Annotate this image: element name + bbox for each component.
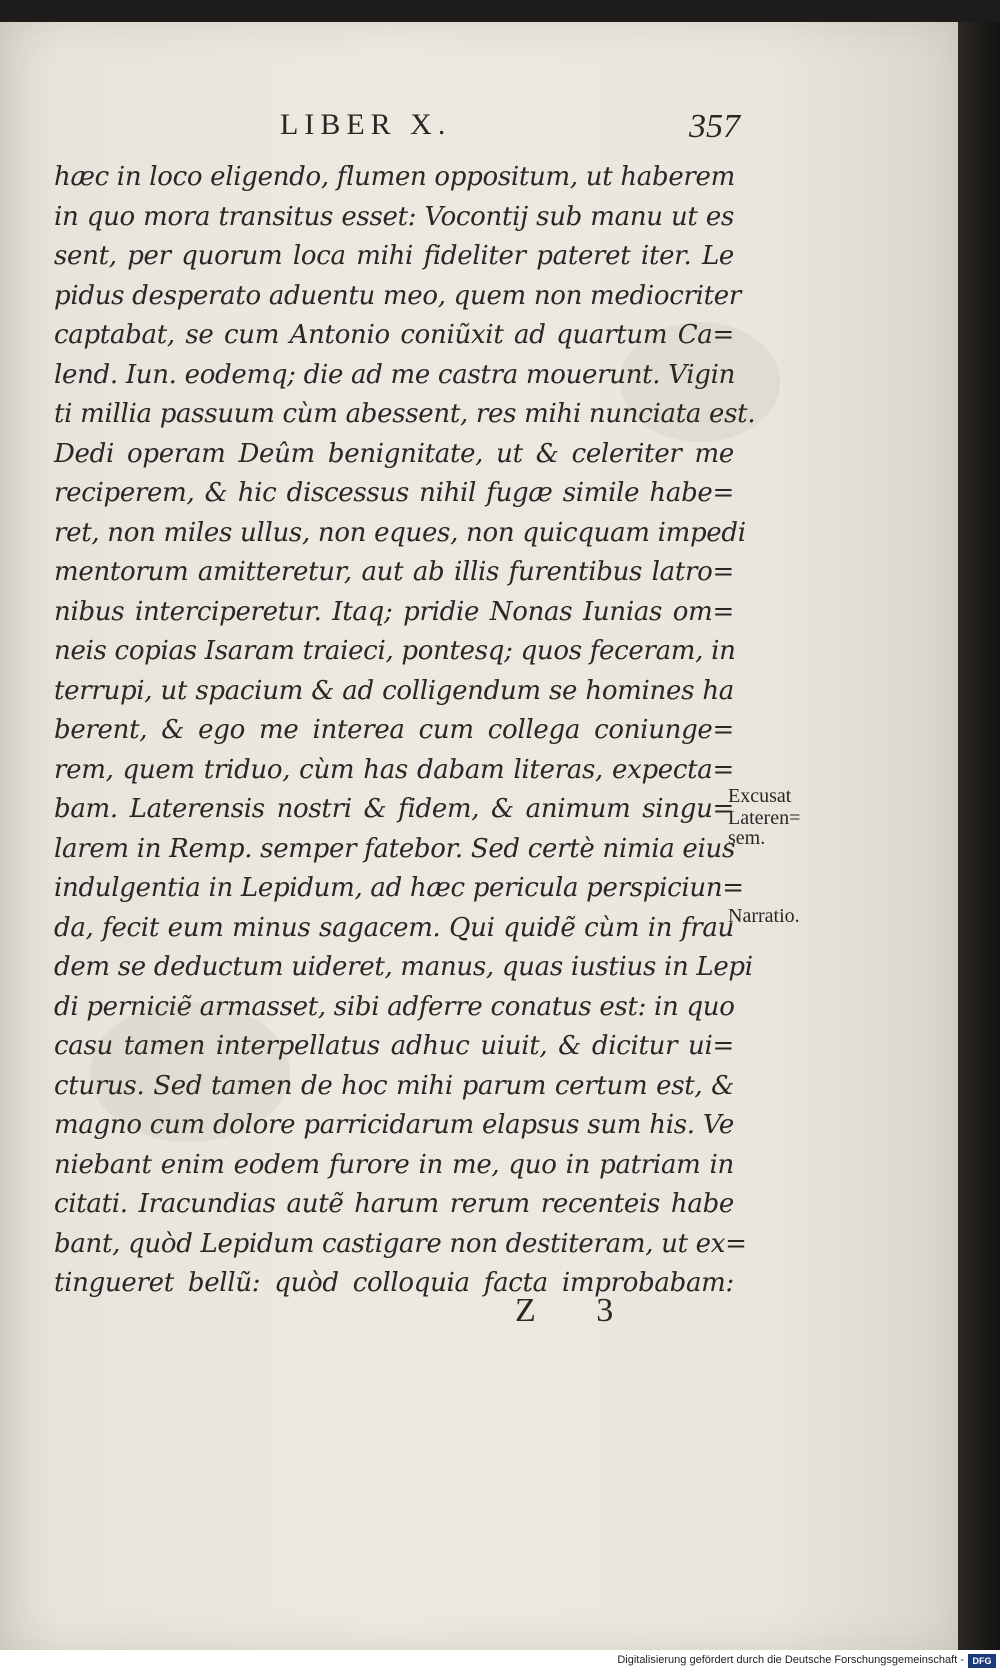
funding-credit: Digitalisierung gefördert durch die Deutsche Forschungsgemeinschaft - [617, 1654, 964, 1666]
text-line: nibus interciperetur. Itaq; pridie Nonas Iunias om= [54, 596, 734, 627]
dfg-logo: DFG [968, 1654, 996, 1668]
text-line: in quo mora transitus esset: Vocontij sub manu ut es [54, 201, 734, 232]
text-line: di perniciẽ armasset, sibi adferre conatus est: in quo [54, 991, 735, 1022]
text-line: niebant enim eodem furore in me, quo in patriam in [54, 1149, 734, 1180]
running-head-title: LIBER X. [280, 108, 452, 141]
text-line: citati. Iracundias autẽ harum rerum recenteis habe [54, 1189, 734, 1219]
text-line: rem, quem triduo, cùm has dabam literas, expecta= [54, 754, 734, 785]
page-gutter [958, 22, 1000, 1650]
text-line: captabat, se cum Antonio coniũxit ad quartum Ca= [54, 320, 734, 350]
margin-note-sem: sem. [728, 827, 766, 849]
text-line: indulgentia in Lepidum, ad hæc pericula perspiciun= [54, 873, 744, 903]
margin-note-laterensem: Lateren= [728, 807, 801, 829]
text-line: hæc in loco eligendo, flumen oppositum, ut haberem [54, 162, 735, 192]
text-line: casu tamen interpellatus adhuc uiuit, & dicitur ui= [54, 1031, 734, 1061]
text-line: magno cum dolore parricidarum elapsus sum his. Ve [54, 1110, 734, 1140]
text-line: neis copias Isaram traieci, pontesq; quos feceram, in [54, 636, 736, 666]
text-line: pidus desperato aduentu meo, quem non mediocriter [54, 280, 741, 311]
text-line: cturus. Sed tamen de hoc mihi parum certum est, & [54, 1070, 734, 1101]
text-line: berent, & ego me interea cum collega coniunge= [54, 715, 734, 745]
signature-mark: Z 3 [515, 1292, 640, 1329]
running-head [280, 108, 740, 152]
margin-note-excusat: Excusat [728, 785, 792, 807]
text-line: lend. Iun. eodemq; die ad me castra mouerunt. Vigin [54, 359, 736, 390]
text-line: da, fecit eum minus sagacem. Qui quidẽ cùm in frau [54, 912, 734, 943]
text-line: larem in Remp. semper fatebor. Sed certè nimia eius [54, 833, 736, 864]
page-number: 357 [689, 108, 740, 145]
text-line: sent, per quorum loca mihi fideliter pateret iter. Le [54, 241, 734, 271]
text-line: tingueret bellũ: quòd colloquia facta improbabam: [54, 1268, 734, 1298]
text-line: bam. Laterensis nostri & fidem, & animum singu= [54, 794, 734, 824]
margin-note-narratio: Narratio. [728, 905, 800, 927]
footer-bar [0, 1650, 1000, 1673]
text-line: reciperem, & hic discessus nihil fugæ simile habe= [54, 478, 734, 508]
margin-notes [728, 0, 928, 1673]
text-line: ti millia passuum cùm abessent, res mihi nunciata est. [54, 399, 756, 429]
text-line: mentorum amitteretur, aut ab illis furentibus latro= [54, 557, 734, 587]
text-line: ret, non miles ullus, non eques, non quicquam impedi [54, 517, 746, 548]
text-line: bant, quòd Lepidum castigare non destiteram, ut ex= [54, 1228, 747, 1259]
text-line: dem se deductum uideret, manus, quas iustius in Lepi [54, 952, 753, 982]
text-line: terrupi, ut spacium & ad colligendum se homines ha [54, 675, 734, 706]
body-text [54, 158, 756, 1304]
text-line: Dedi operam Deûm benignitate, ut & celeriter me [54, 438, 734, 469]
